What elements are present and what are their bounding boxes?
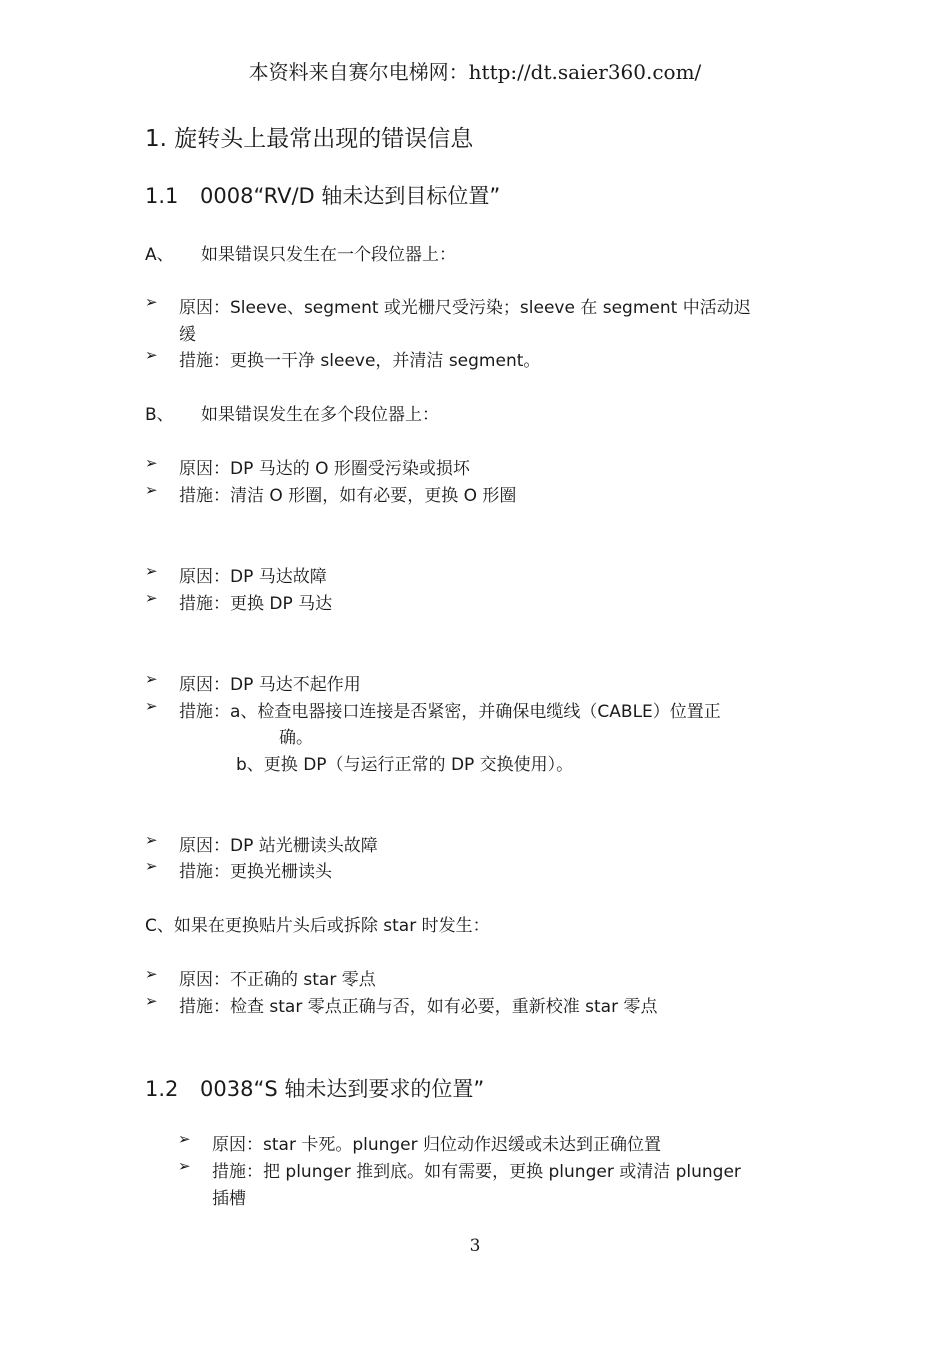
arrow-bullet-icon: ➢ <box>145 992 158 1010</box>
bullet-fix: ➢ 措施：检查 star 零点正确与否，如有必要，重新校准 star 零点 <box>145 992 658 1017</box>
case-a <box>145 240 456 265</box>
arrow-bullet-icon: ➢ <box>178 1130 191 1148</box>
arrow-bullet-icon: ➢ <box>178 1157 191 1175</box>
bullet-fix: ➢ 措施：更换 DP 马达 <box>145 589 333 614</box>
arrow-bullet-icon: ➢ <box>145 481 158 499</box>
arrow-bullet-icon: ➢ <box>145 831 158 849</box>
subsection-title: 0008“RV/D 轴未达到目标位置” <box>200 184 501 208</box>
bullet-fix-continuation: 确。 <box>279 728 313 748</box>
arrow-bullet-icon: ➢ <box>145 454 158 472</box>
bullet-fix: ➢ 措施：更换一干净 sleeve，并清洁 segment。 <box>145 346 541 371</box>
arrow-bullet-icon: ➢ <box>145 670 158 688</box>
subsection-1-1-heading <box>145 180 500 210</box>
bullet-fix: ➢ 措施：a、检查电器接口连接是否紧密，并确保电缆线（CABLE）位置正 <box>145 697 721 722</box>
arrow-bullet-icon: ➢ <box>145 697 158 715</box>
page-number: 3 <box>469 1236 481 1256</box>
case-text: 如果错误只发生在一个段位器上： <box>201 245 456 265</box>
subsection-number: 1.2 <box>145 1077 179 1101</box>
page-header: 本资料来自赛尔电梯网：http://dt.saier360.com/ <box>248 60 702 84</box>
bullet-cause: ➢ 原因：Sleeve、segment 或光栅尺受污染；sleeve 在 segment 中活动迟 <box>145 293 751 318</box>
arrow-bullet-icon: ➢ <box>145 589 158 607</box>
bullet-fix: ➢ 措施：把 plunger 推到底。如有需要，更换 plunger 或清洁 plunger <box>178 1157 741 1182</box>
bullet-cause: ➢ 原因：不正确的 star 零点 <box>145 965 376 990</box>
subsection-1-2-heading <box>145 1073 484 1103</box>
bullet-cause: ➢ 原因：DP 马达不起作用 <box>145 670 361 695</box>
bullet-cause: ➢ 原因：DP 站光栅读头故障 <box>145 831 378 856</box>
bullet-fix-sub-b: b、更换 DP（与运行正常的 DP 交换使用）。 <box>236 755 574 775</box>
bullet-cause: ➢ 原因：star 卡死。plunger 归位动作迟缓或未达到正确位置 <box>178 1130 662 1155</box>
bullet-fix: ➢ 措施：更换光栅读头 <box>145 857 332 882</box>
subsection-number: 1.1 <box>145 184 179 208</box>
bullet-cause-continuation: 缓 <box>179 325 196 345</box>
bullet-cause: ➢ 原因：DP 马达故障 <box>145 562 327 587</box>
case-b <box>145 400 439 425</box>
bullet-fix-continuation: 插槽 <box>212 1189 246 1209</box>
section-title: 1. 旋转头上最常出现的错误信息 <box>145 126 474 152</box>
bullet-cause: ➢ 原因：DP 马达的 O 形圈受污染或损坏 <box>145 454 470 479</box>
case-tag: A、 <box>145 245 174 265</box>
case-c: C、如果在更换贴片头后或拆除 star 时发生： <box>145 916 490 936</box>
bullet-fix: ➢ 措施：清洁 O 形圈，如有必要，更换 O 形圈 <box>145 481 517 506</box>
arrow-bullet-icon: ➢ <box>145 346 158 364</box>
case-tag: B、 <box>145 405 174 425</box>
arrow-bullet-icon: ➢ <box>145 293 158 311</box>
arrow-bullet-icon: ➢ <box>145 562 158 580</box>
case-text: 如果错误发生在多个段位器上： <box>201 405 439 425</box>
arrow-bullet-icon: ➢ <box>145 965 158 983</box>
subsection-title: 0038“S 轴未达到要求的位置” <box>200 1077 485 1101</box>
arrow-bullet-icon: ➢ <box>145 857 158 875</box>
